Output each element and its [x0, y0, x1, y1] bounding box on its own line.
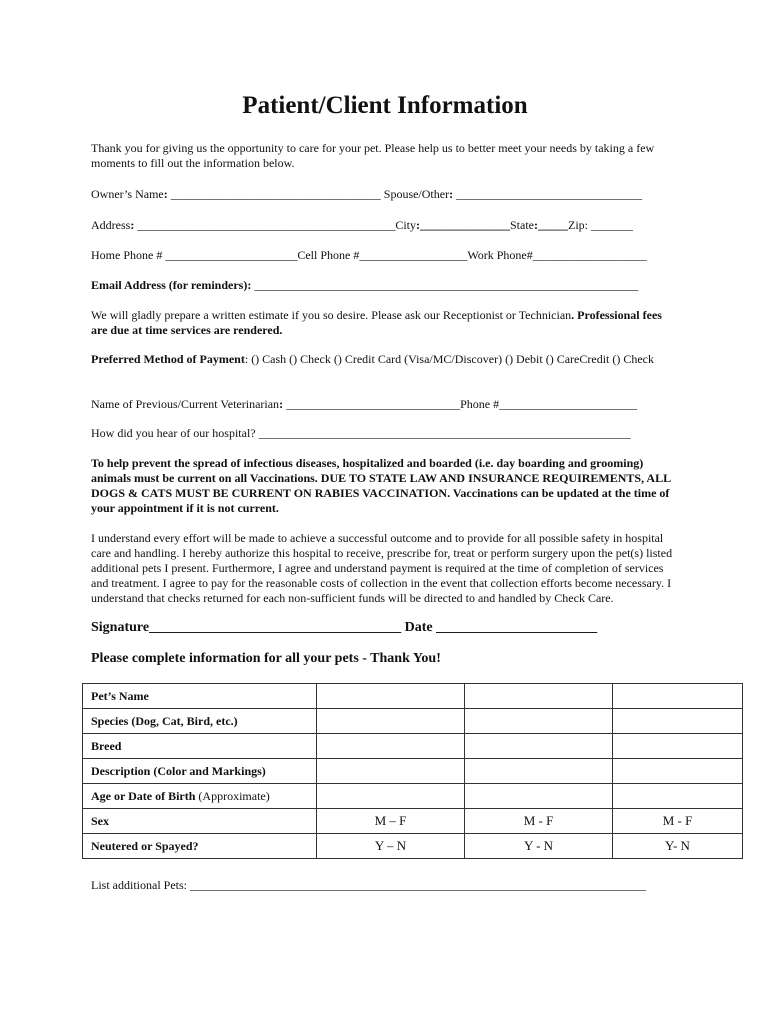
date-field[interactable]: _______________________	[432, 620, 598, 635]
pets-section-title: Please complete information for all your pets - Thank You!	[91, 651, 441, 666]
pet-1-cell[interactable]: Y – N	[317, 834, 465, 859]
pets-row-label	[83, 684, 317, 709]
pets-table-body	[83, 684, 743, 859]
pets-row-label	[83, 834, 317, 859]
pets-table-row	[83, 709, 743, 734]
spouse-colon: :	[449, 187, 454, 201]
state-field[interactable]: :_____	[534, 218, 568, 232]
fees-notice: . Professional fees are due at time services are rendered.	[91, 308, 662, 337]
owner-name-label: Owner’s Name	[91, 187, 164, 201]
referral-field[interactable]: How did you hear of our hospital? ______________________________________________________________	[91, 426, 631, 440]
veterinarian-colon: :	[279, 397, 284, 411]
address-label: Address	[91, 218, 131, 232]
intro-text: Thank you for giving us the opportunity to care for your pet. Please help us to better meet your needs by taking a few moments to fill out the information below.	[91, 141, 655, 170]
pets-table-row	[83, 784, 743, 809]
pet-2-cell[interactable]	[465, 784, 613, 809]
agreement-text: I understand every effort will be made to achieve a successful outcome and to provide for all possible safety in hospital care and handling. I hereby authorize this hospital to receive, prescribe for, treat or perform surgery upon the pet(s) listed additional pets I present. Furthermore, I agree and understand payment is required at the time of completion of services and treatment. I agree to pay for the reasonable costs of collection in the event that collection efforts become necessary. I understand that checks returned for each non-sufficient funds will be directed to and handled by Check Care.	[91, 531, 673, 605]
pet-3-cell[interactable]	[613, 734, 743, 759]
pet-2-cell[interactable]	[465, 709, 613, 734]
estimate-sentence: We will gladly prepare a written estimate if you so desire. Please ask our Receptionist or Technician	[91, 308, 572, 322]
pet-1-cell[interactable]	[317, 784, 465, 809]
pets-row-label-text: Pet’s Name	[91, 688, 149, 703]
city-field[interactable]: :_______________	[416, 218, 510, 232]
pets-table-row	[83, 809, 743, 834]
pets-row-label	[83, 784, 317, 809]
address-colon: :	[130, 218, 135, 232]
zip-field[interactable]: Zip: _______	[568, 218, 633, 232]
pet-1-cell[interactable]	[317, 709, 465, 734]
pet-3-cell[interactable]	[613, 784, 743, 809]
work-phone-field[interactable]: Work Phone#___________________	[467, 248, 647, 262]
pet-2-cell[interactable]	[465, 684, 613, 709]
cell-phone-field[interactable]: Cell Phone #__________________	[297, 248, 468, 262]
pet-1-cell[interactable]	[317, 734, 465, 759]
home-phone-field[interactable]: Home Phone # ______________________	[91, 248, 298, 262]
signature-label: Signature	[91, 620, 150, 635]
owner-line	[91, 187, 642, 202]
pets-row-label-text: Age or Date of Birth	[91, 788, 196, 803]
pet-3-cell[interactable]	[613, 709, 743, 734]
payment-label: Preferred Method of Payment	[91, 352, 245, 366]
pets-row-label	[83, 809, 317, 834]
pets-table-row	[83, 684, 743, 709]
pets-row-label-text: Sex	[91, 813, 109, 828]
owner-name-colon: :	[163, 187, 168, 201]
pets-row-label-note: (Approximate)	[195, 788, 270, 803]
email-label: Email Address (for reminders):	[91, 278, 252, 292]
pets-table-row	[83, 759, 743, 784]
additional-pets-field[interactable]: List additional Pets: ____________________________________________________________________________	[91, 878, 646, 892]
pet-1-cell[interactable]	[317, 684, 465, 709]
pets-row-label-text: Species (Dog, Cat, Bird, etc.)	[91, 713, 238, 728]
veterinarian-phone-field[interactable]: Phone #_______________________	[460, 397, 638, 411]
pet-1-cell[interactable]: M – F	[317, 809, 465, 834]
pet-1-cell[interactable]	[317, 759, 465, 784]
veterinarian-label: Name of Previous/Current Veterinarian	[91, 397, 280, 411]
pet-2-cell[interactable]	[465, 734, 613, 759]
city-label: City	[395, 218, 416, 232]
date-label: Date	[401, 620, 433, 635]
veterinarian-line	[91, 397, 637, 412]
pets-row-label	[83, 759, 317, 784]
email-field[interactable]: ________________________________________________________________	[251, 278, 639, 292]
pet-3-cell[interactable]	[613, 759, 743, 784]
owner-name-field[interactable]: ___________________________________	[167, 187, 384, 201]
pet-3-cell[interactable]	[613, 684, 743, 709]
signature-field[interactable]: ____________________________________	[149, 620, 402, 635]
page-title: Patient/Client Information	[242, 92, 528, 119]
pet-3-cell[interactable]: M - F	[613, 809, 743, 834]
phone-line	[91, 248, 647, 263]
pet-3-cell[interactable]: Y- N	[613, 834, 743, 859]
pets-row-label	[83, 734, 317, 759]
signature-line	[91, 620, 597, 636]
estimate-text	[91, 308, 681, 338]
pet-2-cell[interactable]	[465, 759, 613, 784]
pets-table-row	[83, 834, 743, 859]
address-line	[91, 218, 633, 233]
pet-2-cell[interactable]: M - F	[465, 809, 613, 834]
payment-options[interactable]: () Cash () Check () Credit Card (Visa/MC/Discover) () Debit () CareCredit () Check	[248, 352, 655, 366]
email-line	[91, 278, 638, 293]
pets-table	[82, 683, 743, 859]
state-label: State	[510, 218, 534, 232]
pets-row-label	[83, 709, 317, 734]
address-field[interactable]: ___________________________________________	[134, 218, 396, 232]
spouse-label: Spouse/Other	[383, 187, 450, 201]
pets-row-label-text: Neutered or Spayed?	[91, 838, 199, 853]
pets-table-row	[83, 734, 743, 759]
payment-colon: :	[244, 352, 249, 366]
spouse-field[interactable]: _______________________________	[453, 187, 643, 201]
payment-line	[91, 352, 681, 367]
pets-row-label-text: Description (Color and Markings)	[91, 763, 266, 778]
pets-row-label-text: Breed	[91, 738, 122, 753]
veterinarian-field[interactable]: _____________________________	[283, 397, 461, 411]
vaccination-notice: To help prevent the spread of infectious diseases, hospitalized and boarded (i.e. day boarding and grooming) animals must be current on all Vaccinations. DUE TO STATE LAW AND INSURANCE REQUIREMENTS, ALL DOGS & CATS MUST BE CURRENT ON RABIES VACCINATION. Vaccinations can be updated at the time of your appointment if it is not current.	[91, 456, 671, 515]
pet-2-cell[interactable]: Y - N	[465, 834, 613, 859]
